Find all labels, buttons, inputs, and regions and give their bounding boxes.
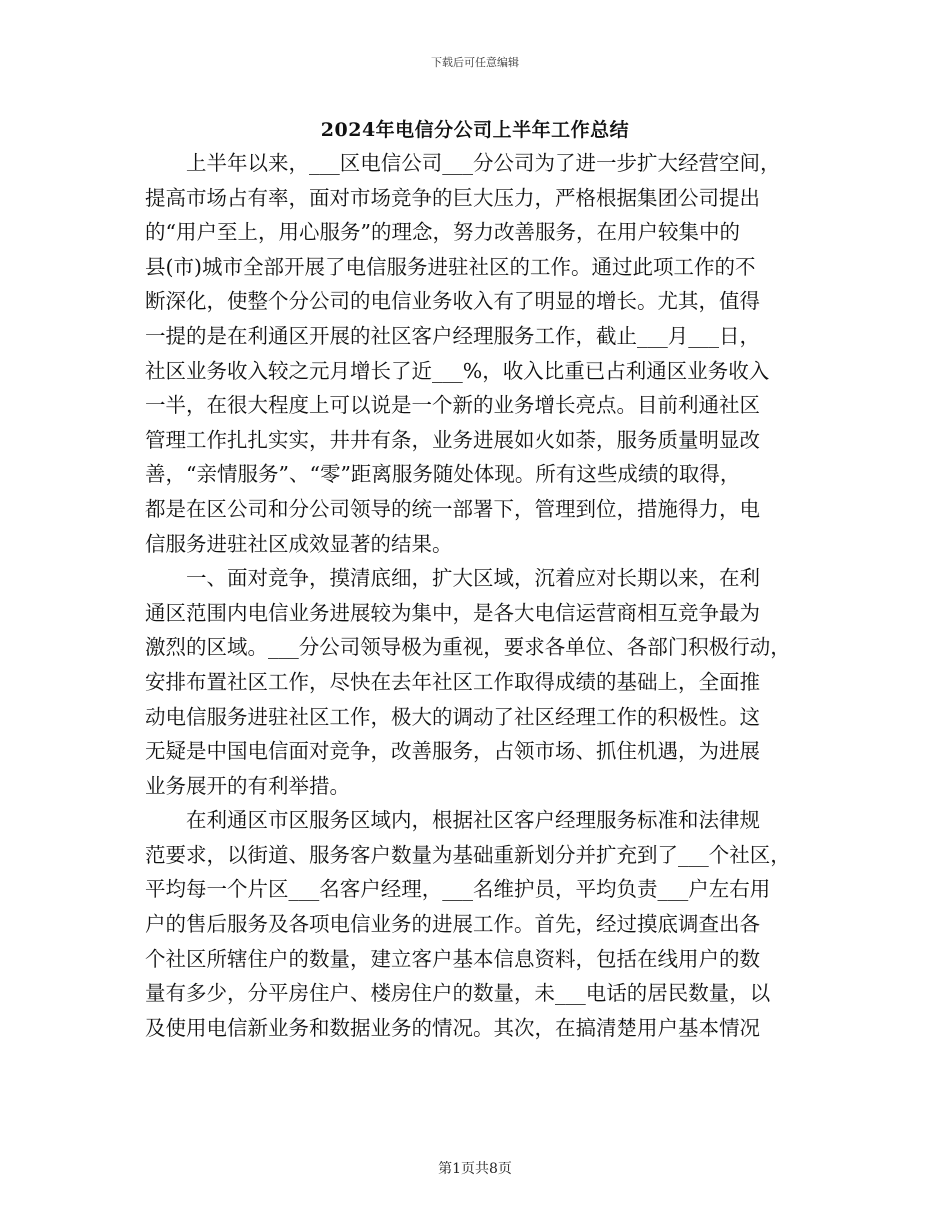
text-line: 善，“亲情服务”、“零”距离服务随处体现。所有这些成绩的取得， (145, 462, 741, 487)
text-line: 县(市)城市全部开展了电信服务进驻社区的工作。通过此项工作的不 (145, 254, 756, 279)
text-line: 提高市场占有率，面对市场竞争的巨大压力，严格根据集团公司提出 (145, 185, 760, 210)
text-line: 平均每一个片区___名客户经理，___名维护员，平均负责___户左右用 (145, 877, 771, 902)
text-line: 安排布置社区工作，尽快在去年社区工作取得成绩的基础上，全面推 (145, 669, 760, 694)
text-line: 动电信服务进驻社区工作，极大的调动了社区经理工作的积极性。这 (145, 704, 760, 729)
text-line: 上半年以来，___区电信公司___分公司为了进一步扩大经营空间， (186, 151, 781, 175)
text-line: 个社区所辖住户的数量，建立客户基本信息资料，包括在线用户的数 (145, 946, 760, 971)
text-line: 激烈的区域。___分公司领导极为重视，要求各单位、各部门积极行动， (145, 635, 791, 660)
page-footer: 第1页共8页 (438, 1161, 512, 1177)
text-line: 范要求，以街道、服务客户数量为基础重新划分并扩充到了___个社区， (145, 842, 791, 867)
text-line: 信服务进驻社区成效显著的结果。 (145, 531, 453, 556)
text-line: 在利通区市区服务区域内，根据社区客户经理服务标准和法律规 (186, 808, 760, 833)
text-line: 一、面对竞争，摸清底细，扩大区域，沉着应对长期以来，在利 (186, 566, 760, 591)
text-line: 的“用户至上，用心服务”的理念，努力改善服务，在用户较集中的 (145, 220, 740, 245)
text-line: 一提的是在利通区开展的社区客户经理服务工作，截止___月___日， (145, 323, 760, 348)
text-line: 管理工作扎扎实实，井井有条，业务进展如火如荼，服务质量明显改 (145, 427, 760, 452)
header-note: 下载后可任意编辑 (431, 56, 519, 69)
text-line: 都是在区公司和分公司领导的统一部署下，管理到位，措施得力，电 (145, 496, 760, 521)
text-line: 无疑是中国电信面对竞争，改善服务，占领市场、抓住机遇，为进展 (145, 739, 760, 764)
text-line: 通区范围内电信业务进展较为集中，是各大电信运营商相互竞争最为 (145, 600, 760, 625)
document-title: 2024年电信分公司上半年工作总结 (320, 119, 630, 141)
text-line: 及使用电信新业务和数据业务的情况。其次，在搞清楚用户基本情况 (145, 1015, 760, 1040)
text-line: 业务展开的有利举措。 (145, 773, 350, 798)
text-line: 量有多少，分平房住户、楼房住户的数量，未___电话的居民数量，以 (145, 981, 771, 1006)
document-body (145, 146, 805, 1045)
text-line: 断深化，使整个分公司的电信业务收入有了明显的增长。尤其，值得 (145, 289, 760, 314)
text-line: 社区业务收入较之元月增长了近___%，收入比重已占利通区业务收入 (145, 358, 770, 383)
text-line: 户的售后服务及各项电信业务的进展工作。首先，经过摸底调查出各 (145, 912, 760, 937)
text-line: 一半，在很大程度上可以说是一个新的业务增长亮点。目前利通社区 (145, 393, 760, 418)
